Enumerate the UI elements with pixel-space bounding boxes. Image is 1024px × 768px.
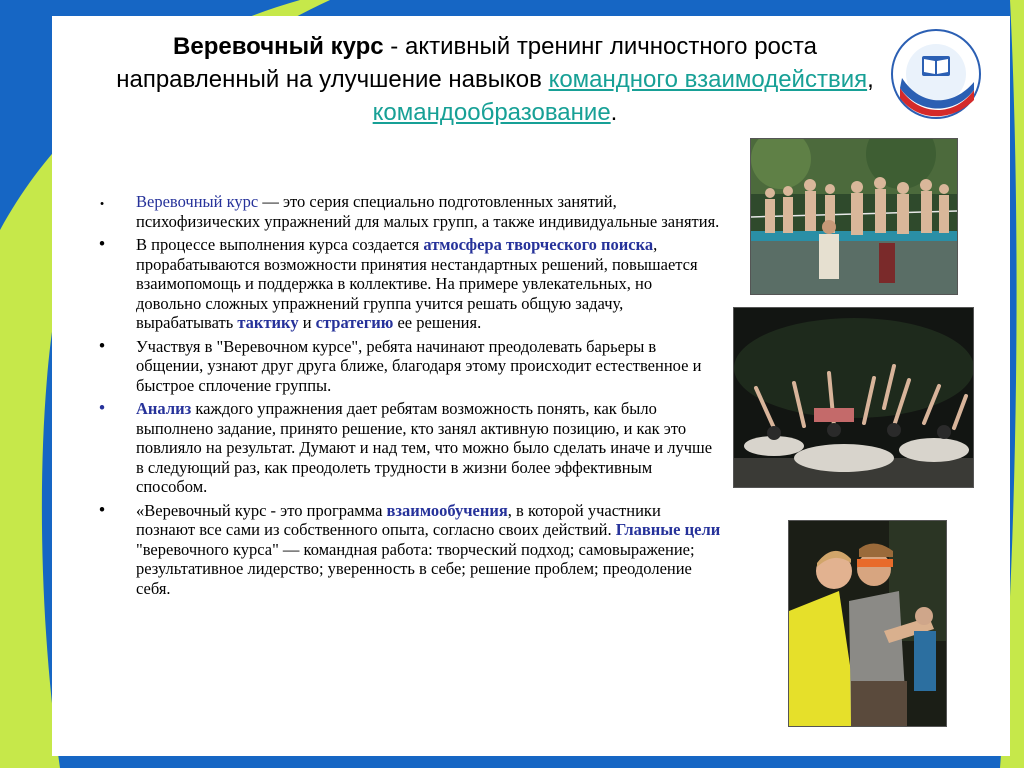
- highlight-strategy: стратегию: [315, 313, 394, 332]
- highlight-creative-atmosphere: атмосфера творческого поиска: [423, 235, 654, 254]
- title-link-team-interaction[interactable]: командного взаимодействия: [548, 66, 868, 93]
- list-item: [96, 337, 721, 396]
- term-rope-course: Веревочный курс: [136, 192, 259, 211]
- bullet-text: каждого упражнения дает ребятам возможность понять, как было выполнено задание, принято решение, кто занял активную позицию, и как это повлияло на результат. Думают и над тем, что можно было сделать иначе и лучше в следующий раз, как преодолеть трудности в жизни более эффективным способом.: [136, 399, 713, 496]
- list-item: [96, 192, 721, 231]
- bullet-marker: •: [100, 198, 104, 210]
- highlight-main-goals: Главные цели: [615, 520, 721, 539]
- highlight-tactics: тактику: [237, 313, 299, 332]
- bullet-marker: •: [99, 336, 105, 355]
- bullet-text: , в которой участники познают все сами из собственного опыта, согласно своих действий.: [136, 500, 661, 539]
- bullet-text: ее решения.: [393, 313, 482, 332]
- bullet-marker: •: [99, 399, 105, 417]
- bullet-text: и: [298, 313, 316, 332]
- title-text: - активный тренинг личностного роста направленный на улучшение навыков: [116, 33, 817, 93]
- group-photo-blindfold: [788, 520, 947, 727]
- bullet-text: «Веревочный курс - это программа: [136, 500, 387, 520]
- title-bold: Веревочный курс: [173, 33, 384, 60]
- group-photo-outdoor: [750, 138, 958, 295]
- list-item: [96, 399, 721, 497]
- bullet-marker: •: [99, 235, 105, 253]
- bullet-text: , прорабатываются возможности принятия нестандартных решений, повышается взаимопомощь и поддержка в коллективе. На примере увлекательных, но довольно сложных упражнений группа учится решать общую задачу, вырабатывать: [136, 235, 698, 332]
- title-link-team-building[interactable]: командообразование: [372, 99, 611, 126]
- group-photo-night-exercise: [733, 307, 974, 488]
- title-end: .: [610, 99, 618, 126]
- highlight-mutual-learning: взаимообучения: [386, 500, 508, 520]
- list-item: [96, 235, 721, 333]
- bullet-text: — это серия специально подготовленных занятий, психофизических упражнений для малых групп, а также индивидуальные занятия.: [136, 192, 720, 231]
- bullet-list: [96, 192, 721, 602]
- logo: [888, 26, 984, 122]
- bullet-text: Участвуя в "Веревочном курсе", ребята начинают преодолевать барьеры в общении, узнают друг друга ближе, благодаря этому происходит естественное и быстрое сплочение группы.: [136, 336, 702, 395]
- highlight-analysis: Анализ: [136, 399, 192, 418]
- book-emblem-icon: [888, 26, 984, 122]
- slide-title: [100, 30, 890, 129]
- title-separator: ,: [867, 66, 874, 93]
- bullet-text: "веревочного курса" — командная работа: творческий подход; самовыражение; результативное лидерство; уверенность в себе; решение проблем; преодоление себя.: [136, 539, 695, 598]
- list-item: [96, 501, 721, 599]
- bullet-text: В процессе выполнения курса создается: [136, 235, 424, 254]
- bullet-marker: •: [99, 500, 105, 519]
